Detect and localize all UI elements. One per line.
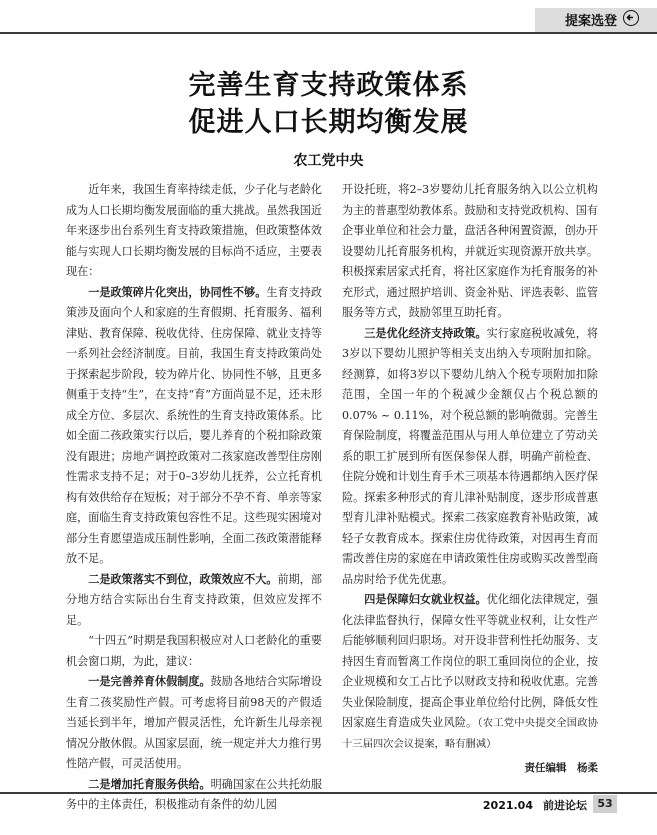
paragraph-lead: 二是增加托育服务供给。 <box>88 777 211 791</box>
paragraph <box>66 775 322 816</box>
right-column <box>342 180 598 779</box>
paragraph: 开设托班，将2–3岁婴幼儿托育服务纳入以公立机构为主的普惠型幼教体系。鼓励和支持党政机构、国有企事业单位和社会力量，盘活各种闲置资源，创办开设婴幼儿托育服务机构，并就近实现资源开放共享。积极探索居家式托育，将社区家庭作为托育服务的补充形式，通过照护培训、资金补贴、评选表彰、监管服务等方式，鼓励邻里互助托育。 <box>342 183 598 319</box>
article-author: 农工党中央 <box>293 153 364 169</box>
footer-rule <box>0 792 657 794</box>
paragraph <box>66 570 322 632</box>
issue-number: 2021.04 <box>482 799 533 812</box>
footer-info <box>473 797 587 813</box>
article-title-line-2: 促进人口长期均衡发展 <box>188 107 469 138</box>
paragraph <box>342 324 598 591</box>
section-label: 提案选登 <box>564 14 617 29</box>
paragraph: 近年来，我国生育率持续走低，少子化与老龄化成为人口长期均衡发展面临的重大挑战。虽然我国近年来逐步出台系列生育支持政策措施，但政策整体效能与实现人口长期均衡发展的目标尚不适应，主要表现在： <box>66 183 322 278</box>
paragraph-body: 生育支持政策涉及面向个人和家庭的生育假期、托育服务、福利津贴、教育保障、税收优待、住房保障、就业支持等一系列社会经济制度。目前，我国生育支持政策尚处于探索起步阶段，较为碎片化、协同性不够，且更多侧重于支持“生”，在支持“育”方面尚显不足，还未形成全方位、多层次、系统性的生育支持政策体系。比如全面二孩政策实行以后，婴儿养育的个税扣除政策没有跟进；房地产调控政策对二孩家庭改善型住房刚性需求支持不足；对于0–3岁幼儿抚养，公立托育机构有效供给存在短板；对于部分不孕不育、单亲等家庭，面临生育支持政策包容性不足。这些现实困境对部分生育愿望造成压制性影响，全面二孩政策潜能释放不足。 <box>66 285 322 565</box>
paragraph-body: 实行家庭税收减免，将3岁以下婴幼儿照护等相关支出纳入专项附加扣除。经测算，如将3岁以下婴幼儿纳入个税专项附加扣除范围，全国一年的个税减少金额仅占个税总额的0.07% ~ 0.11%，对个税总额的影响微弱。完善生育保险制度，将覆盖范围从与用人单位建立了劳动关系的职工扩展到所有医保参保人群，明确产前检查、住院分娩和计划生育手术三项基本待遇都纳入医疗保险。探索多种形式的育儿津补贴制度，逐步形成普惠型育儿津补贴模式。探索二孩家庭教育补贴政策，减轻子女教育成本。探索住房优待政策，对因再生育而需改善住房的家庭在申请政策性住房或购买改善型商品房时给予优先优惠。 <box>342 326 598 586</box>
source-note: （农工党中央提交全国政协十三届四次会议提案，略有删减） <box>342 717 598 750</box>
paragraph <box>66 672 322 775</box>
paragraph <box>66 283 322 570</box>
paragraph: “十四五”时期是我国积极应对人口老龄化的重要机会窗口期，为此，建议： <box>66 634 322 668</box>
paragraph-lead: 一是政策碎片化突出，协同性不够。 <box>88 285 267 299</box>
paragraph-lead: 一是完善养育休假制度。 <box>88 675 211 688</box>
editor-credit: 责任编辑 杨柔 <box>524 762 598 774</box>
journal-name: 前进论坛 <box>543 799 587 812</box>
page-number: 53 <box>593 795 617 813</box>
paragraph-body: 优化细化法律规定，强化法律监督执行，保障女性平等就业权利，让女性产后能够顺利回归职场。对开设非营利性托幼服务、支持因生育而暂离工作岗位的职工重回岗位的企业，按企业规模和女工占比予以财政支持和税收优惠。完善失业保险制度，提高企事业单位给付比例，降低女性因家庭生育造成失业风险。 <box>342 593 598 729</box>
paragraph <box>342 590 598 754</box>
paragraph-lead: 二是政策落实不到位，政策效应不大。 <box>88 572 278 586</box>
header-rule <box>0 32 657 34</box>
left-column <box>66 180 322 816</box>
paragraph-body: 鼓励各地结合实际增设生育二孩奖励性产假。可考虑将目前98天的产假适当延长到半年，增加产假灵活性，允许新生儿母亲视情况分散休假。从国家层面，统一规定并大力推行男性陪产假，可灵活使用。 <box>66 675 322 770</box>
paragraph-lead: 四是保障妇女就业权益。 <box>364 593 487 606</box>
paragraph-body: 明确国家在公共托幼服务中的主体责任，积极推动有条件的幼儿园 <box>66 777 322 811</box>
paragraph-lead: 三是优化经济支持政策。 <box>364 326 487 340</box>
paragraph-body: 前期，部分地方结合实际出台生育支持政策，但效应发挥不足。 <box>66 572 322 627</box>
circle-arrow-icon <box>623 10 639 26</box>
article-title-line-1: 完善生育支持政策体系 <box>188 70 469 101</box>
